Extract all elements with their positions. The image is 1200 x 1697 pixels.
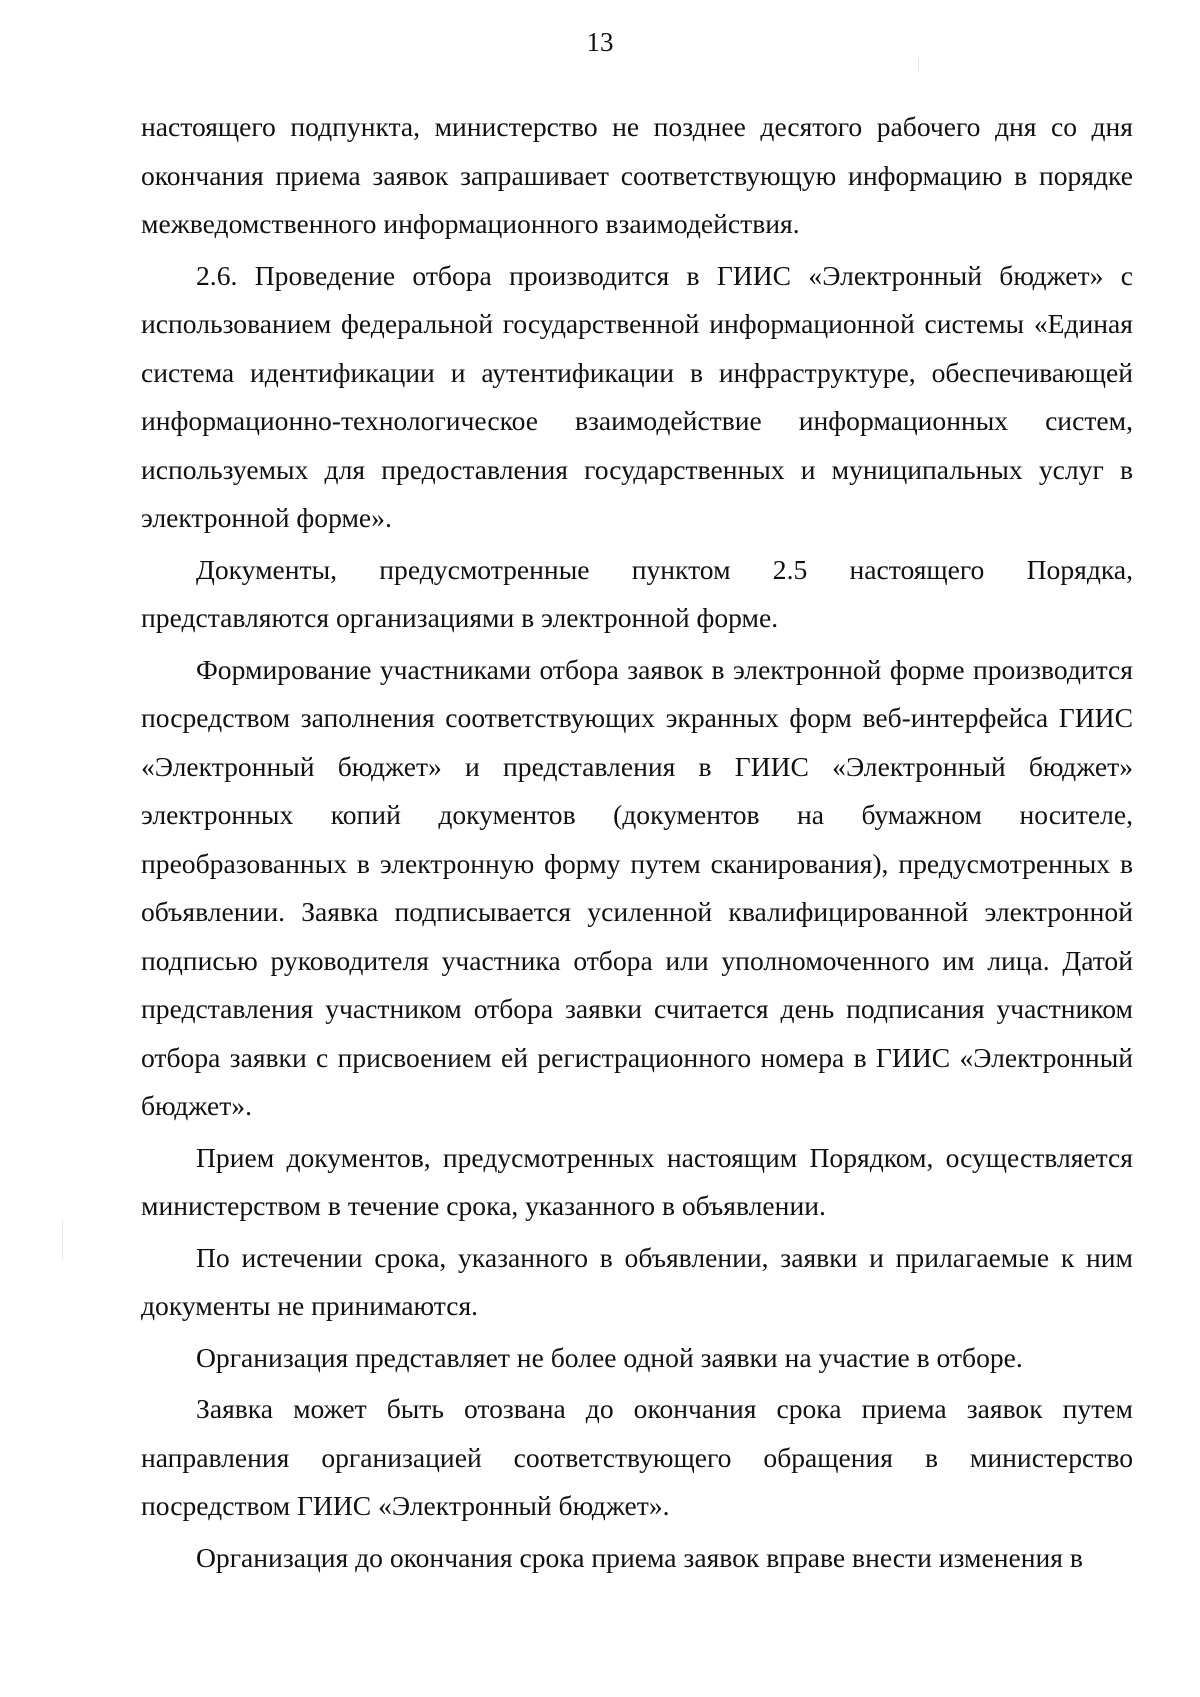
paragraph-withdrawal: Заявка может быть отозвана до окончания срока приема заявок путем направления организацией соответствующего обращения в министерство посредством ГИИС «Электронный бюджет». <box>141 1393 1133 1521</box>
paragraph-documents: Документы, предусмотренные пунктом 2.5 настоящего Порядка, представляются организациями в электронной форме. <box>141 553 1133 633</box>
paragraph-continuation: настоящего подпункта, министерство не позднее десятого рабочего дня со дня окончания приема заявок запрашивает соответствующую информацию в порядке межведомственного информационного взаимодействия. <box>141 111 1133 239</box>
paragraph-one-application: Организация представляет не более одной заявки на участие в отборе. <box>196 1341 1023 1373</box>
scan-speck <box>62 1220 63 1260</box>
page-number: 13 <box>586 27 614 57</box>
paragraph-forming-applications: Формирование участниками отбора заявок в электронной форме производится посредством заполнения соответствующих экранных форм веб-интерфейса ГИИС «Электронный бюджет» и представления в ГИИС «Электронный бюджет» электронных копий документов (документов на бумажном носителе, преобразованных в электронную форму путем сканирования), предусмотренных в объявлении. Заявка подписывается усиленной квалифицированной электронной подписью руководителя участника отбора или уполномоченного им лица. Датой представления участником отбора заявки считается день подписания участником отбора заявки с присвоением ей регистрационного номера в ГИИС «Электронный бюджет». <box>141 653 1133 1121</box>
paragraph-amendments: Организация до окончания срока приема заявок вправе внести изменения в <box>196 1541 1083 1573</box>
paragraph-deadline: По истечении срока, указанного в объявлении, заявки и прилагаемые к ним документы не принимаются. <box>141 1241 1133 1321</box>
paragraph-2-6: 2.6. Проведение отбора производится в ГИИС «Электронный бюджет» с использованием федеральной государственной информационной системы «Единая система идентификации и аутентификации в инфраструктуре, обеспечивающей информационно-технологическое взаимодействие информационных систем, используемых для предоставления государственных и муниципальных услуг в электронной форме». <box>141 259 1133 533</box>
scan-speck <box>918 58 919 72</box>
paragraph-reception: Прием документов, предусмотренных настоящим Порядком, осуществляется министерством в течение срока, указанного в объявлении. <box>141 1141 1133 1221</box>
document-body <box>141 103 1133 1582</box>
